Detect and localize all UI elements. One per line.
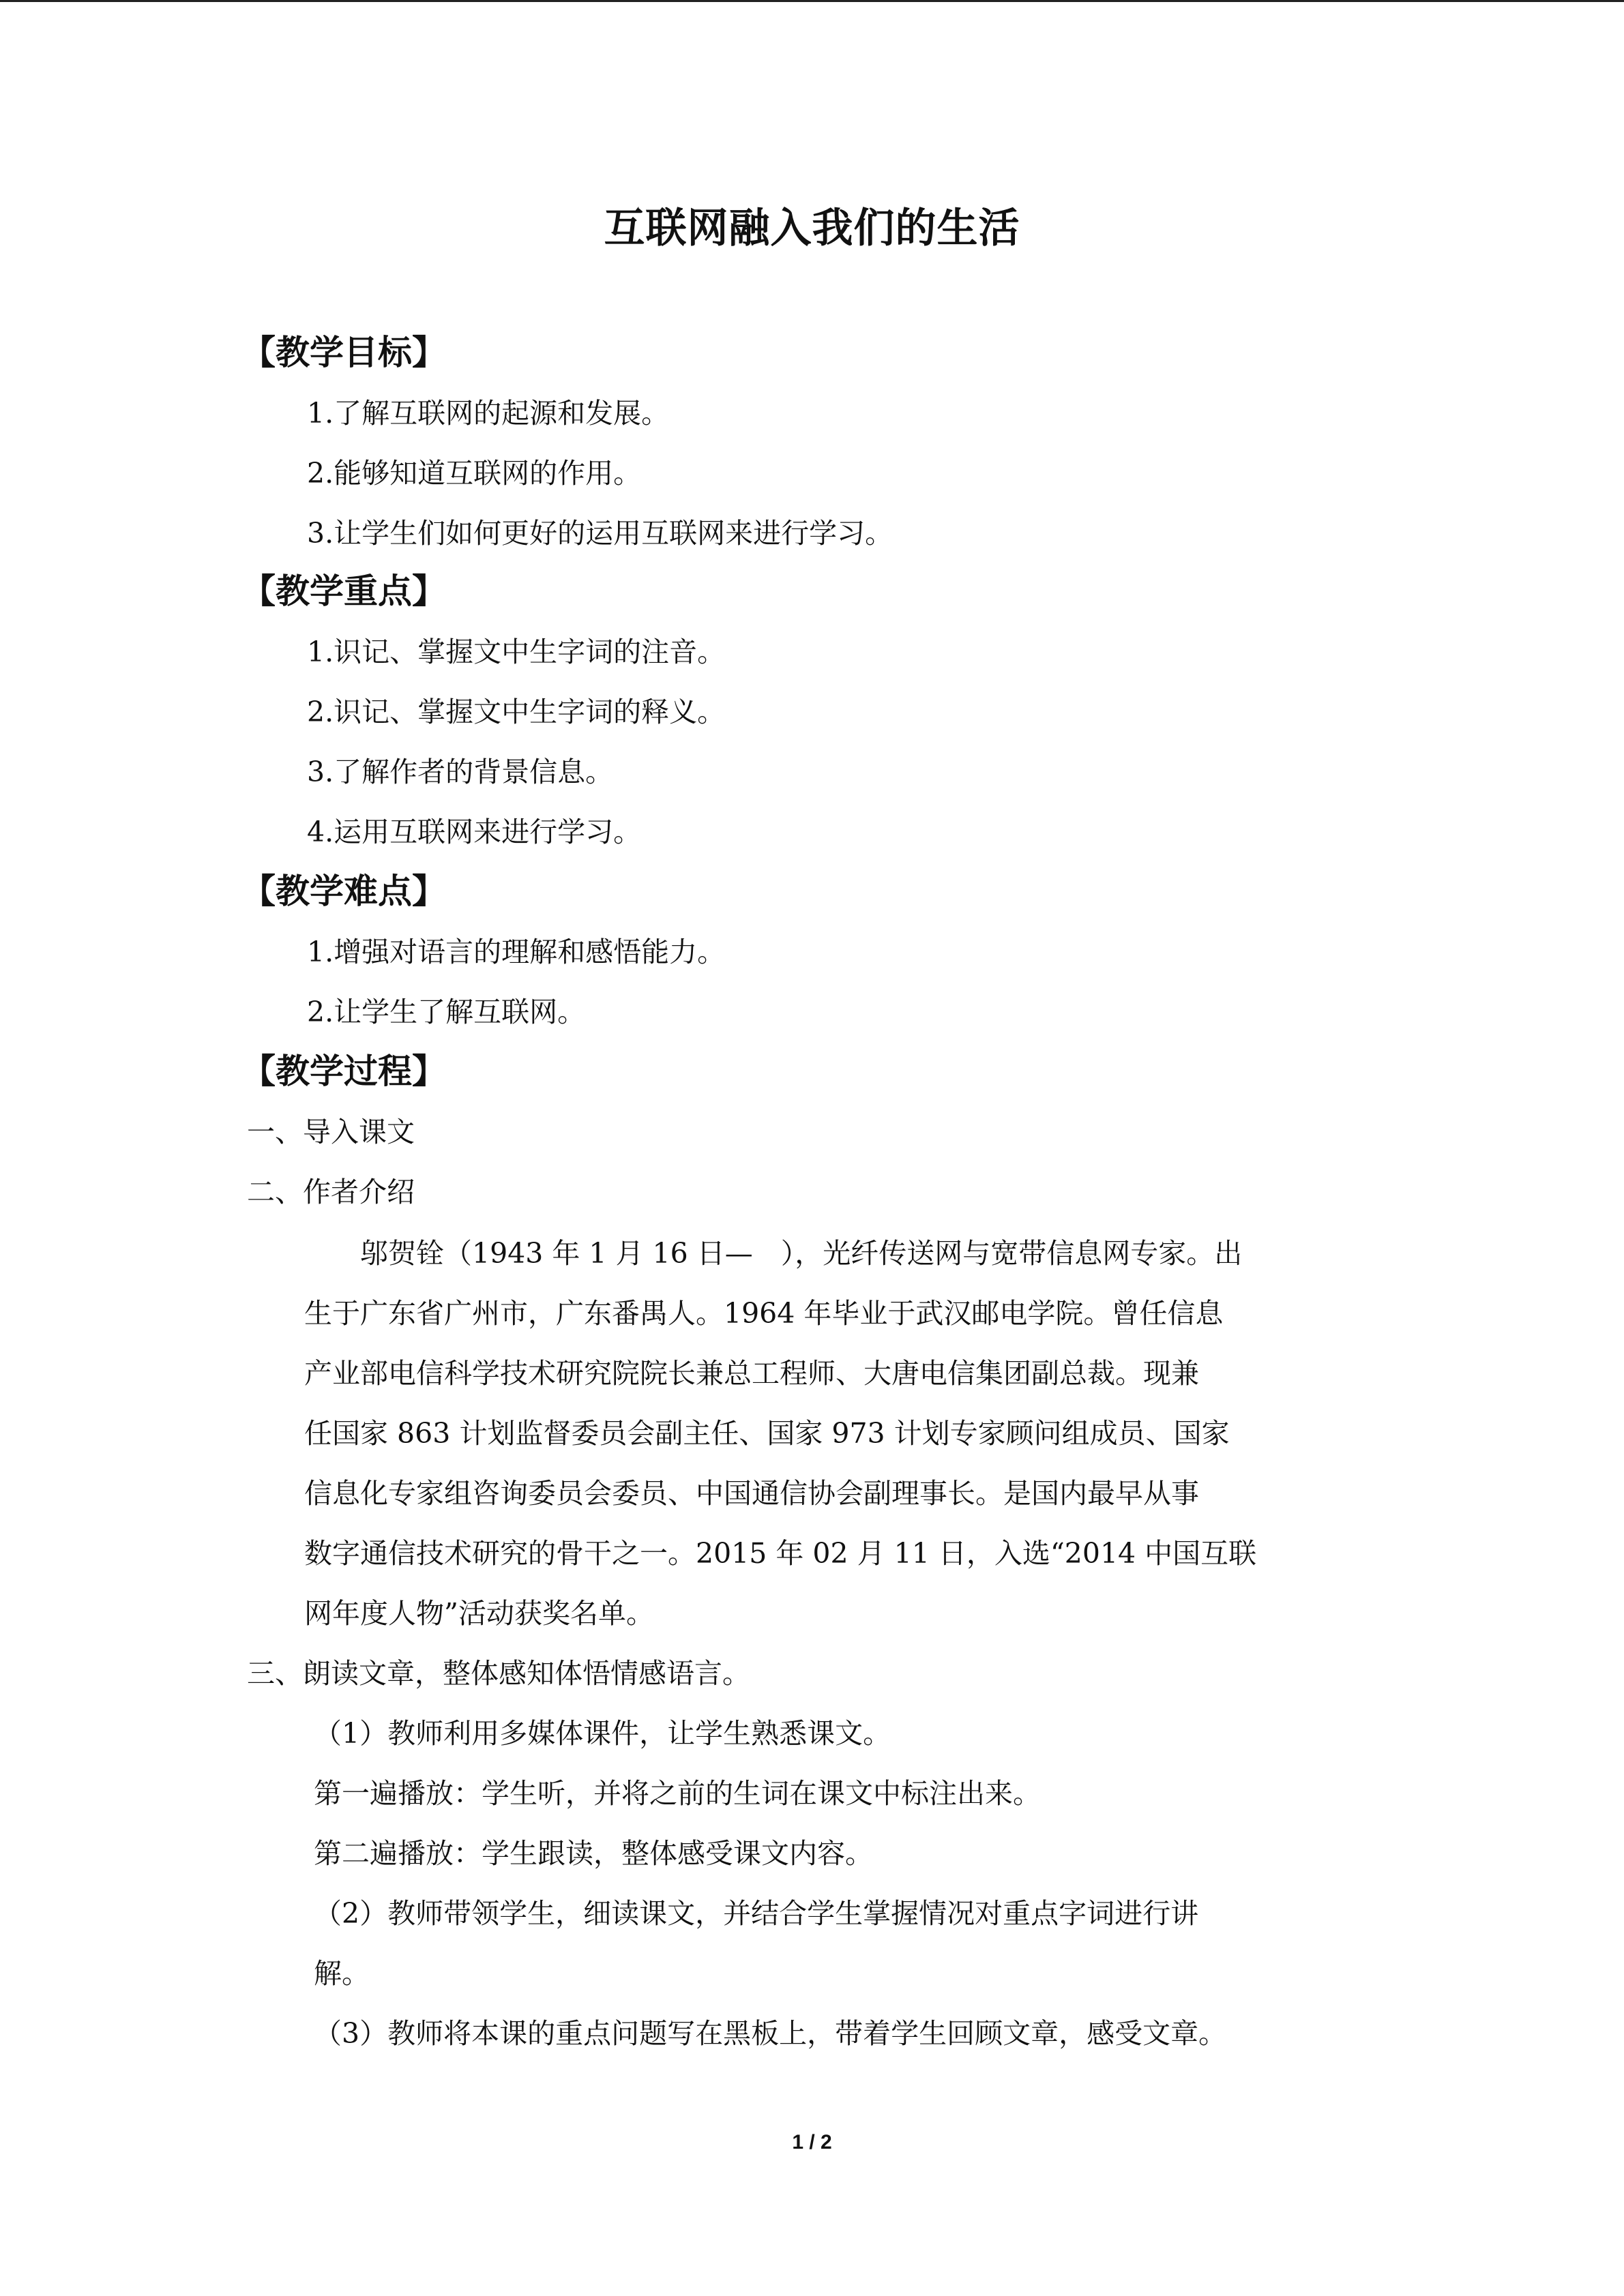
goal-item: 3.让学生们如何更好的运用互联网来进行学习。	[307, 517, 894, 550]
heading-teaching-goals: 【教学目标】	[241, 333, 446, 372]
goal-item: 1.了解互联网的起源和发展。	[307, 397, 670, 430]
step-3: （3）教师将本课的重点问题写在黑板上，带着学生回顾文章，感受文章。	[314, 2017, 1227, 2050]
play-second: 第二遍播放：学生跟读，整体感受课文内容。	[314, 1837, 873, 1870]
goal-item: 2.能够知道互联网的作用。	[307, 457, 642, 490]
section-intro: 一、导入课文	[247, 1116, 415, 1148]
document-title: 互联网融入我们的生活	[604, 205, 1020, 252]
difficulty-item: 2.让学生了解互联网。	[307, 996, 586, 1028]
author-bio-line: 数字通信技术研究的骨干之一。2015 年 02 月 11 日，入选“2014 中国互联	[304, 1537, 1257, 1570]
step-2-continued: 解。	[314, 1957, 370, 1990]
key-item: 3.了解作者的背景信息。	[307, 756, 614, 788]
author-bio-line: 邬贺铨（1943 年 1 月 16 日— ），光纤传送网与宽带信息网专家。出	[304, 1237, 1243, 1270]
author-bio-line: 产业部电信科学技术研究院院长兼总工程师、大唐电信集团副总裁。现兼	[304, 1357, 1199, 1390]
play-first: 第一遍播放：学生听，并将之前的生词在课文中标注出来。	[314, 1777, 1041, 1810]
section-author: 二、作者介绍	[247, 1176, 415, 1208]
heading-teaching-process: 【教学过程】	[241, 1052, 446, 1091]
author-bio-line: 生于广东省广州市，广东番禺人。1964 年毕业于武汉邮电学院。曾任信息	[304, 1297, 1224, 1330]
author-bio-line: 网年度人物”活动获奖名单。	[304, 1597, 654, 1630]
section-reading: 三、朗读文章，整体感知体悟情感语言。	[247, 1657, 750, 1690]
difficulty-item: 1.增强对语言的理解和感悟能力。	[307, 936, 726, 968]
heading-teaching-keys: 【教学重点】	[241, 571, 446, 611]
step-2: （2）教师带领学生，细读课文，并结合学生掌握情况对重点字词进行讲	[314, 1897, 1199, 1930]
key-item: 2.识记、掌握文中生字词的释义。	[307, 696, 726, 728]
author-bio-line: 任国家 863 计划监督委员会副主任、国家 973 计划专家顾问组成员、国家	[304, 1417, 1230, 1450]
page-number: 1 / 2	[792, 2131, 832, 2153]
author-bio-line: 信息化专家组咨询委员会委员、中国通信协会副理事长。是国内最早从事	[304, 1477, 1199, 1510]
key-item: 1.识记、掌握文中生字词的注音。	[307, 636, 726, 668]
top-border-line	[0, 0, 1624, 2]
step-1: （1）教师利用多媒体课件，让学生熟悉课文。	[314, 1717, 891, 1750]
heading-teaching-difficulties: 【教学难点】	[241, 871, 446, 911]
key-item: 4.运用互联网来进行学习。	[307, 816, 642, 848]
